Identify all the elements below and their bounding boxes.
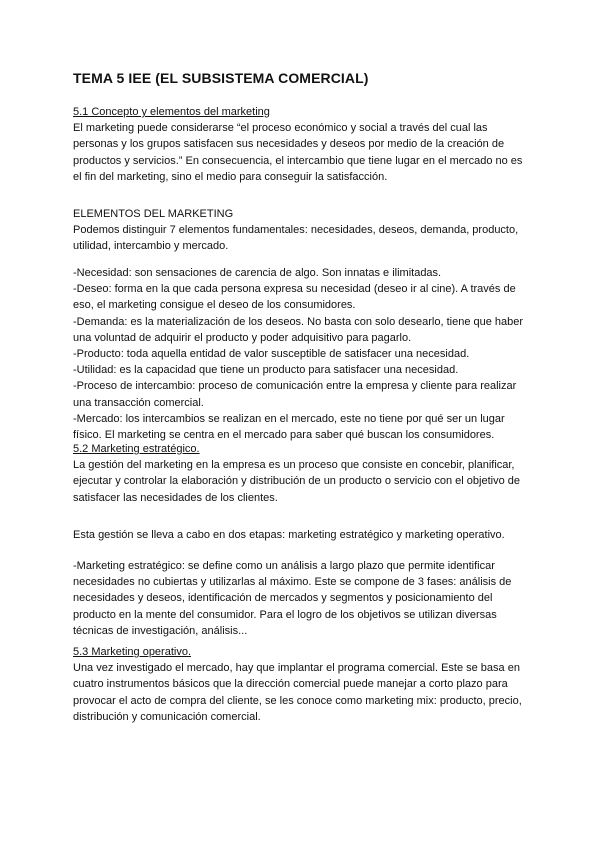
paragraph-line: ejecutar y controlar la elaboración y distribución de un producto o servicio con el objetivo de [73,475,520,488]
paragraph-line: necesidades y deseos, identificación de mercados y segmentos y posicionamiento del [73,592,493,605]
list-item: -Mercado: los intercambios se realizan en el mercado, este no tiene por qué ser un lugar [73,412,505,425]
paragraph-line: el fin del marketing, sino el medio para conseguir la satisfacción. [73,170,388,183]
paragraph-line: -Marketing estratégico: se define como un análisis a largo plazo que permite identificar [73,560,495,572]
list-item: una transacción comercial. [73,396,204,409]
list-item: -Demanda: es la materialización de los deseos. No basta con solo desearlo, tiene que haber [73,315,524,328]
elementos-heading: ELEMENTOS DEL MARKETING [73,208,234,220]
list-item: -Utilidad: es la capacidad que tiene un producto para satisfacer una necesidad. [73,364,459,377]
paragraph-line: provocar el acto de compra del cliente, se les conoce como marketing mix: producto, precio, [73,694,522,707]
list-item: una voluntad de adquirir el producto y poder adquisitivo para pagarlo. [73,331,412,344]
section-5-1 [73,104,543,185]
paragraph-line: técnicas de investigación, análisis... [73,624,248,637]
section-5-2 [73,441,543,506]
section-5-2-heading: 5.2 Marketing estratégico. [73,443,200,455]
paragraph-line: cuatro instrumentos básicos que la dirección comercial puede manejar a corto plazo para [73,678,508,691]
section-elementos [73,206,543,255]
paragraph-line: Podemos distinguir 7 elementos fundamentales: necesidades, deseos, demanda, producto, [73,224,519,237]
paragraph-line: personas y los grupos satisfacen sus necesidades y deseos por medio de la creación de [73,138,505,151]
paragraph-line: utilidad, intercambio y mercado. [73,240,229,253]
elements-list [73,265,543,443]
list-item: físico. El marketing se centra en el mercado para saber qué buscan los consumidores. [73,429,495,442]
gestion-paragraph [73,527,543,543]
paragraph-line: La gestión del marketing en la empresa es un proceso que consiste en concebir, planificar, [73,459,515,472]
paragraph-line: Una vez investigado el mercado, hay que implantar el programa comercial. Este se basa en [73,662,520,675]
paragraph-line: productos y servicios.” En consecuencia, el intercambio que tiene lugar en el mercado no es [73,154,523,167]
paragraph-line: necesidades no cubiertas y utilizarlas al máximo. Este se compone de 3 fases: análisis de [73,576,512,589]
paragraph-line: producto en la mente del consumidor. Para el logro de los objetivos se utilizan diversas [73,608,497,621]
section-5-1-heading: 5.1 Concepto y elementos del marketing [73,106,270,118]
paragraph-line: Esta gestión se lleva a cabo en dos etapas: marketing estratégico y marketing operativo. [73,529,505,541]
paragraph-line: distribución y comunicación comercial. [73,710,261,723]
section-5-3 [73,644,543,725]
list-item: eso, el marketing consigue el deseo de los consumidores. [73,299,356,312]
estrategico-paragraph [73,558,543,639]
paragraph-line: satisfacer las necesidades de los clientes. [73,491,278,504]
document-title: TEMA 5 IEE (EL SUBSISTEMA COMERCIAL) [73,70,369,86]
list-item: -Necesidad: son sensaciones de carencia de algo. Son innatas e ilimitadas. [73,267,442,279]
list-item: -Deseo: forma en la que cada persona expresa su necesidad (deseo ir al cine). A través de [73,283,516,296]
list-item: -Proceso de intercambio: proceso de comunicación entre la empresa y cliente para realizar [73,380,517,393]
paragraph-line: El marketing puede considerarse “el proceso económico y social a través del cual las [73,122,488,135]
list-item: -Producto: toda aquella entidad de valor susceptible de satisfacer una necesidad. [73,348,470,361]
section-5-3-heading: 5.3 Marketing operativo. [73,646,192,658]
